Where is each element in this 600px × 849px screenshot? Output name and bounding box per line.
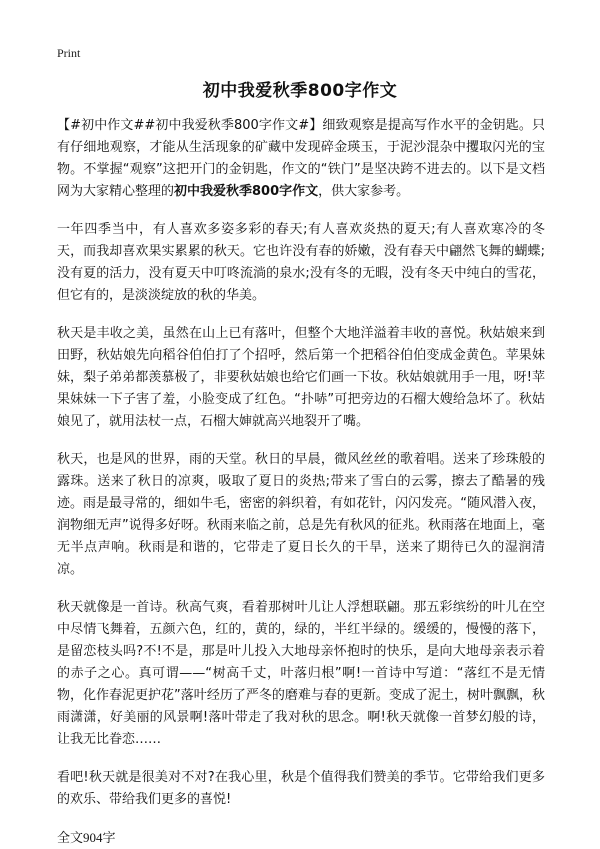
article-body (57, 115, 545, 849)
paragraph-5: 看吧!秋天就是很美对不对?在我心里，秋是个值得我们赞美的季节。它带给我们更多的欢乐、带给我们更多的喜悦! (57, 770, 545, 807)
print-link[interactable]: Print (57, 46, 81, 60)
paragraph-1: 一年四季当中，有人喜欢多姿多彩的春天;有人喜欢炎热的夏天;有人喜欢寒冷的冬天，而我却喜欢果实累累的秋天。它也许没有春的娇嫩，没有春天中翩然飞舞的蝴蝶;没有夏的活力，没有夏天中叮咚流淌的泉水;没有冬的无暇，没有冬天中纯白的雪花，但它有的，是淡淡绽放的秋的华美。 (57, 222, 545, 303)
paragraph-3: 秋天，也是风的世界，雨的天堂。秋日的早晨，微风丝丝的歌着唱。送来了珍珠般的露珠。送来了秋日的凉爽，吸取了夏日的炎热;带来了雪白的云雾，擦去了酷暑的残迹。雨是最寻常的，细如牛毛，密密的斜织着，有如花针，闪闪发亮。“随风潜入夜，润物细无声”说得多好呀。秋雨来临之前，总是先有秋风的征兆。秋雨落在地面上，毫无半点声响。秋雨是和谐的，它带走了夏日长久的干旱，送来了期待已久的湿润清凉。 (57, 452, 545, 577)
intro-paragraph (57, 115, 545, 203)
paragraph-2: 秋天是丰收之美，虽然在山上已有落叶，但整个大地洋溢着丰收的喜悦。秋姑娘来到田野，秋姑娘先向稻谷伯伯打了个招呼，然后第一个把稻谷伯伯变成金黄色。苹果妹妹，梨子弟弟都羡慕极了，非要秋姑娘也给它们画一下妆。秋姑娘就用手一甩，呀!苹果妹妹一下子害了羞，小脸变成了红色。“扑哧”可把旁边的石榴大嫂给急坏了。秋姑娘见了，就用法杖一点，石榴大婶就高兴地裂开了嘴。 (57, 326, 545, 429)
intro-text-end: ，供大家参考。 (318, 184, 410, 199)
intro-highlight: 初中我爱秋季800字作文 (174, 184, 319, 199)
word-count: 全文904字 (57, 830, 116, 845)
page-title: 初中我爱秋季800字作文 (202, 81, 398, 101)
intro-text: 细致观察是提高写作水平的金钥匙。只有仔细地观察，才能从生活现象的矿藏中发现碎金瑛玉，于泥沙混杂中攫取闪光的宝物。不掌握“观察”这把开门的金钥匙，作文的“铁门”是坚决跨不进去的。以下是文档网为大家精心整理的 (57, 118, 545, 199)
paragraph-4: 秋天就像是一首诗。秋高气爽，看着那树叶儿让人浮想联翩。那五彩缤纷的叶儿在空中尽情飞舞着，五颜六色，红的，黄的，绿的，半红半绿的。缓缓的，慢慢的落下，是留恋枝头吗?不!不是，那是叶儿投入大地母亲怀抱时的快乐，是向大地母亲表示着的赤子之心。真可谓——“树高千丈，叶落归根”啊!一首诗中写道：“落红不是无情物，化作春泥更护花”落叶经历了严冬的磨难与春的更新。变成了泥土，树叶飘飘，秋雨潇潇，好美丽的风景啊!落叶带走了我对秋的思念。啊!秋天就像一首梦幻般的诗，让我无比眷恋…… (57, 600, 545, 747)
intro-tag: 【#初中作文##初中我爱秋季800字作文#】 (57, 118, 323, 133)
